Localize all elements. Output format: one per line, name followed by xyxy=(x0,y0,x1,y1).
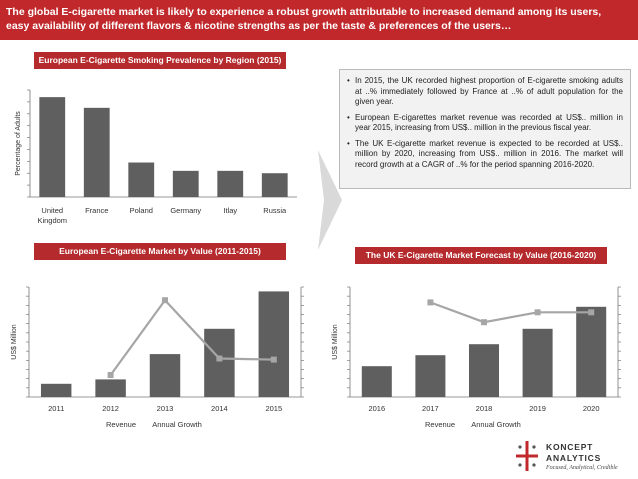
annual-growth-point xyxy=(535,309,541,315)
x-tick-label: 2019 xyxy=(529,404,546,413)
bar-germany xyxy=(173,171,199,197)
revenue-bar-2014 xyxy=(204,329,234,397)
x-tick-label: Russia xyxy=(263,206,287,215)
company-logo xyxy=(510,438,635,476)
annual-growth-point xyxy=(108,372,114,378)
legend-annual-growth: Annual Growth xyxy=(471,420,521,429)
bar-poland xyxy=(128,163,154,197)
logo-tagline: Focused, Analytical, Credible xyxy=(546,465,618,471)
market-value-chart-title: European E-Cigarette Market by Value (2011-2015) xyxy=(34,243,286,260)
insight-item: • The UK E-cigarette market revenue is expected to be recorded at US$.. million by 2020, increasing from US$.. million in 2016. The market will record growth at a CAGR of ..% for the period spanning 2016-2020. xyxy=(347,138,623,169)
revenue-bar-2020 xyxy=(576,307,606,397)
y-axis-label: US$ Million xyxy=(332,324,339,360)
revenue-bar-2017 xyxy=(415,355,445,397)
bar-russia xyxy=(262,173,288,197)
revenue-bar-2019 xyxy=(523,329,553,397)
annual-growth-point xyxy=(216,356,222,362)
market-value-combo-chart xyxy=(0,262,310,432)
revenue-bar-2015 xyxy=(259,291,289,397)
annual-growth-point xyxy=(427,299,433,305)
bullet-icon: • xyxy=(347,138,350,148)
revenue-bar-2013 xyxy=(150,354,180,397)
revenue-bar-2012 xyxy=(95,379,125,397)
koncept-logo-icon xyxy=(516,441,538,471)
uk-forecast-chart-title: The UK E-Cigarette Market Forecast by Value (2016-2020) xyxy=(355,247,607,264)
header-line-1: The global E-cigarette market is likely to experience a robust growth attributable to increased demand among its users, xyxy=(6,6,602,18)
prevalence-chart-title: European E-Cigarette Smoking Prevalence by Region (2015) xyxy=(34,52,286,69)
bar-united-kingdom xyxy=(39,97,65,197)
x-tick-label: Germany xyxy=(170,206,202,215)
x-tick-label: 2013 xyxy=(156,404,174,413)
annual-growth-point xyxy=(481,319,487,325)
bullet-icon: • xyxy=(347,76,350,85)
bar-france xyxy=(84,108,110,197)
header-line-2: easy availability of different flavors & nicotine strengths as per the taste & preferences of the users… xyxy=(6,20,512,32)
annual-growth-line xyxy=(111,300,274,375)
annual-growth-point xyxy=(162,297,168,303)
uk-forecast-combo-chart xyxy=(318,262,636,432)
x-tick-label: 2020 xyxy=(582,404,600,413)
revenue-bar-2016 xyxy=(362,366,392,397)
x-tick-label: 2015 xyxy=(265,404,283,413)
insight-item: • European E-cigarettes market revenue was recorded at US$.. million in year 2015, increasing from US$.. million in the previous fiscal year. xyxy=(347,112,623,132)
x-tick-label: France xyxy=(85,206,109,215)
bar-itlay xyxy=(217,171,243,197)
prevalence-bar-chart xyxy=(0,70,310,240)
x-tick-label: 2011 xyxy=(48,404,65,413)
x-tick-label: 2018 xyxy=(475,404,493,413)
y-axis-label: US$ Million xyxy=(11,324,18,360)
x-tick-label: 2016 xyxy=(368,404,386,413)
x-tick-label: Itlay xyxy=(223,206,238,215)
logo-name-line-1: KONCEPT xyxy=(546,442,594,452)
legend-annual-growth: Annual Growth xyxy=(152,420,202,429)
legend-revenue: Revenue xyxy=(105,420,137,429)
x-tick-label: Kingdom xyxy=(37,216,68,225)
x-tick-label: 2012 xyxy=(102,404,119,413)
annual-growth-point xyxy=(588,309,594,315)
legend-revenue: Revenue xyxy=(424,420,456,429)
x-tick-label: United xyxy=(41,206,64,215)
bullet-icon: • xyxy=(347,112,350,122)
x-tick-label: 2017 xyxy=(422,404,439,413)
insight-item: • In 2015, the UK recorded highest proportion of E-cigarette smoking adults at ..% immediately followed by France at ..% of adult population for the given year. xyxy=(347,76,623,106)
annual-growth-line xyxy=(430,302,591,322)
logo-name-line-2: ANALYTICS xyxy=(546,453,602,463)
x-tick-label: Poland xyxy=(129,206,153,215)
revenue-bar-2018 xyxy=(469,344,499,397)
revenue-bar-2011 xyxy=(41,384,71,397)
annual-growth-point xyxy=(271,357,277,363)
y-axis-label: Percentage of Adults xyxy=(15,111,22,176)
header-banner xyxy=(0,0,638,40)
x-tick-label: 2014 xyxy=(211,404,228,413)
key-insights-box xyxy=(339,69,631,189)
